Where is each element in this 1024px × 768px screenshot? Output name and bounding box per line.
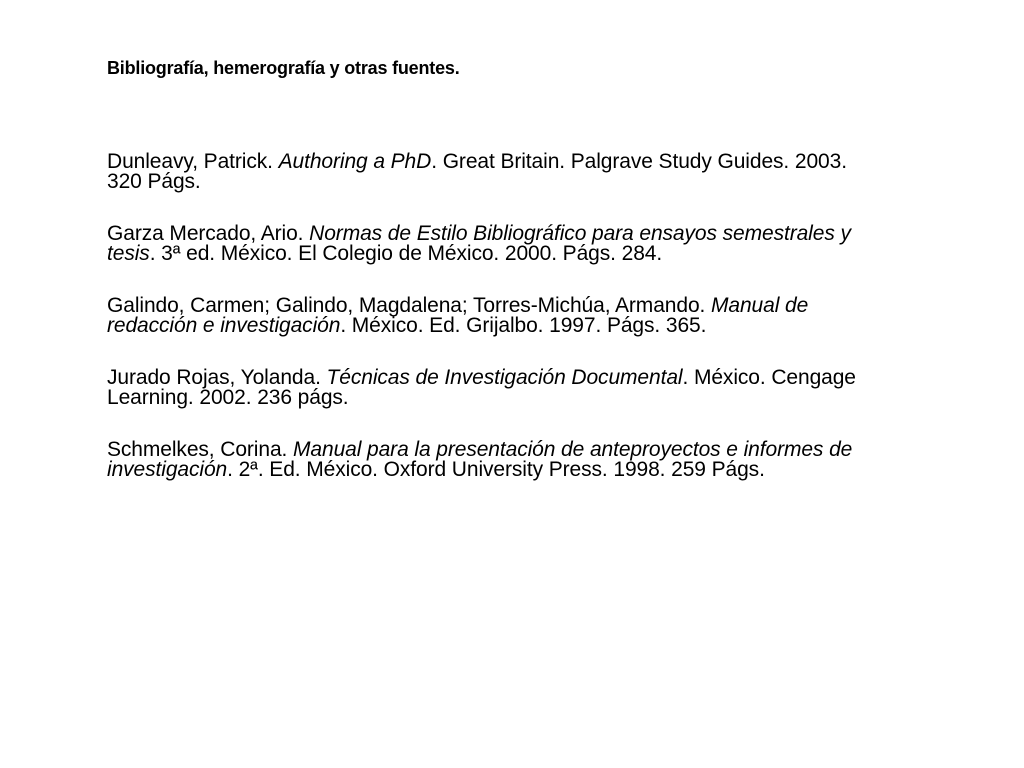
reference-author: Schmelkes, Corina. <box>107 438 294 461</box>
reference-author: Garza Mercado, Ario. <box>107 222 310 245</box>
reference-item <box>107 224 867 264</box>
reference-work-title: Authoring a PhD <box>278 150 432 173</box>
reference-details: . México. Ed. Grijalbo. 1997. Págs. 365. <box>340 314 707 337</box>
reference-item <box>107 152 867 192</box>
reference-work-title: Manual para la presentación de anteproyectos e informes de investigación <box>107 438 853 481</box>
reference-list <box>107 152 867 480</box>
reference-author: Dunleavy, Patrick. <box>107 150 279 173</box>
reference-work-title: Normas de Estilo Bibliográfico para ensayos semestrales y tesis <box>107 222 851 265</box>
reference-item <box>107 440 867 480</box>
reference-details: . 2ª. Ed. México. Oxford University Press. 1998. 259 Págs. <box>227 458 765 481</box>
reference-item <box>107 368 867 408</box>
reference-details: . Great Britain. Palgrave Study Guides. 2003. 320 Págs. <box>107 150 847 193</box>
reference-work-title: Técnicas de Investigación Documental <box>326 366 683 389</box>
reference-author: Galindo, Carmen; Galindo, Magdalena; Torres-Michúa, Armando. <box>107 294 711 317</box>
page-title: Bibliografía, hemerografía y otras fuentes. <box>107 58 460 78</box>
reference-item <box>107 296 867 336</box>
reference-author: Jurado Rojas, Yolanda. <box>107 366 327 389</box>
reference-work-title: Manual de redacción e investigación <box>107 294 809 337</box>
reference-details: . México. Cengage Learning. 2002. 236 págs. <box>107 366 856 409</box>
reference-details: . 3ª ed. México. El Colegio de México. 2000. Págs. 284. <box>149 242 663 265</box>
